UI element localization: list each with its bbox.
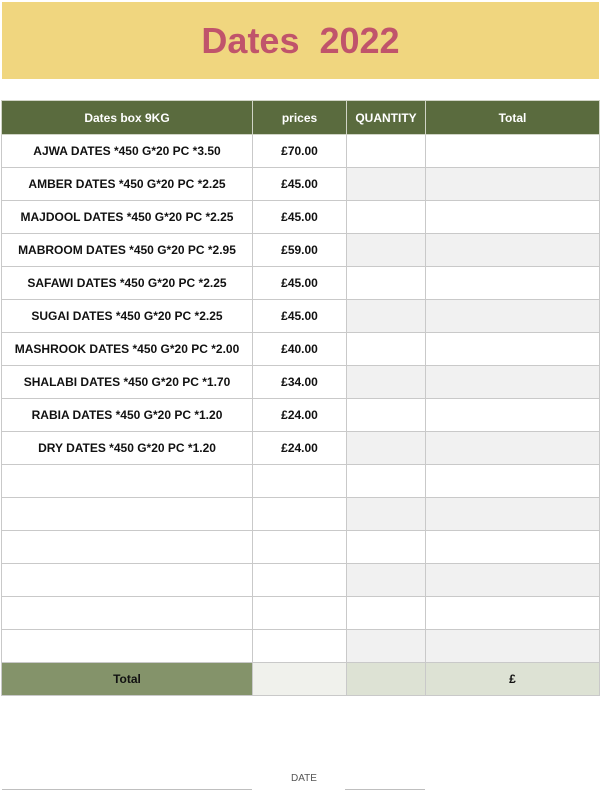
table-body [2,135,600,696]
price-cell: £24.00 [253,399,347,432]
item-cell: DRY DATES *450 G*20 PC *1.20 [2,432,253,465]
row-total-cell [426,399,600,432]
quantity-cell[interactable] [347,135,426,168]
row-total-cell [426,531,600,564]
row-total-cell [426,630,600,663]
total-quantity-cell [347,663,426,696]
title-banner [2,2,599,79]
item-cell: MABROOM DATES *450 G*20 PC *2.95 [2,234,253,267]
row-total-cell [426,597,600,630]
item-cell [2,564,253,597]
price-cell [253,465,347,498]
price-cell [253,498,347,531]
page-title: Dates 2022 [201,19,400,61]
price-cell: £40.00 [253,333,347,366]
quantity-cell[interactable] [347,432,426,465]
table-row [2,630,600,663]
price-cell: £59.00 [253,234,347,267]
table-row [2,399,600,432]
total-row [2,663,600,696]
quantity-cell[interactable] [347,333,426,366]
item-cell [2,465,253,498]
row-total-cell [426,564,600,597]
quantity-cell[interactable] [347,597,426,630]
table-row [2,333,600,366]
row-total-cell [426,333,600,366]
table-row [2,597,600,630]
row-total-cell [426,366,600,399]
price-cell: £24.00 [253,432,347,465]
item-cell [2,630,253,663]
price-cell: £45.00 [253,300,347,333]
item-cell: MAJDOOL DATES *450 G*20 PC *2.25 [2,201,253,234]
quantity-cell[interactable] [347,630,426,663]
row-total-cell [426,465,600,498]
quantity-cell[interactable] [347,399,426,432]
item-cell: AMBER DATES *450 G*20 PC *2.25 [2,168,253,201]
price-table [1,100,600,696]
item-cell: RABIA DATES *450 G*20 PC *1.20 [2,399,253,432]
price-cell: £45.00 [253,201,347,234]
price-cell [253,597,347,630]
header-total: Total [426,101,600,135]
table-row [2,432,600,465]
price-cell: £70.00 [253,135,347,168]
item-cell: AJWA DATES *450 G*20 PC *3.50 [2,135,253,168]
quantity-cell[interactable] [347,267,426,300]
row-total-cell [426,168,600,201]
table-row [2,531,600,564]
table-row [2,564,600,597]
quantity-cell[interactable] [347,300,426,333]
quantity-cell[interactable] [347,234,426,267]
quantity-cell[interactable] [347,531,426,564]
table-row [2,135,600,168]
quantity-cell[interactable] [347,465,426,498]
item-cell: SAFAWI DATES *450 G*20 PC *2.25 [2,267,253,300]
price-cell [253,630,347,663]
row-total-cell [426,135,600,168]
table-row [2,168,600,201]
header-prices: prices [253,101,347,135]
grand-total-cell: £ [426,663,600,696]
item-cell: SHALABI DATES *450 G*20 PC *1.70 [2,366,253,399]
price-cell: £34.00 [253,366,347,399]
row-total-cell [426,300,600,333]
item-cell [2,531,253,564]
item-cell: SUGAI DATES *450 G*20 PC *2.25 [2,300,253,333]
row-total-cell [426,201,600,234]
date-label: DATE [291,773,317,784]
price-cell: £45.00 [253,168,347,201]
quantity-cell[interactable] [347,366,426,399]
table-row [2,465,600,498]
table-row [2,267,600,300]
row-total-cell [426,267,600,300]
row-total-cell [426,234,600,267]
quantity-cell[interactable] [347,498,426,531]
header-item: Dates box 9KG [2,101,253,135]
table-row [2,366,600,399]
table-row [2,201,600,234]
item-cell [2,498,253,531]
quantity-cell[interactable] [347,168,426,201]
header-quantity: QUANTITY [347,101,426,135]
price-cell [253,564,347,597]
table-row [2,300,600,333]
item-cell: MASHROOK DATES *450 G*20 PC *2.00 [2,333,253,366]
table-row [2,234,600,267]
total-label: Total [2,663,253,696]
item-cell [2,597,253,630]
price-cell [253,531,347,564]
row-total-cell [426,432,600,465]
total-price-cell [253,663,347,696]
quantity-cell[interactable] [347,201,426,234]
quantity-cell[interactable] [347,564,426,597]
header-row [2,101,600,135]
row-total-cell [426,498,600,531]
price-cell: £45.00 [253,267,347,300]
table-row [2,498,600,531]
